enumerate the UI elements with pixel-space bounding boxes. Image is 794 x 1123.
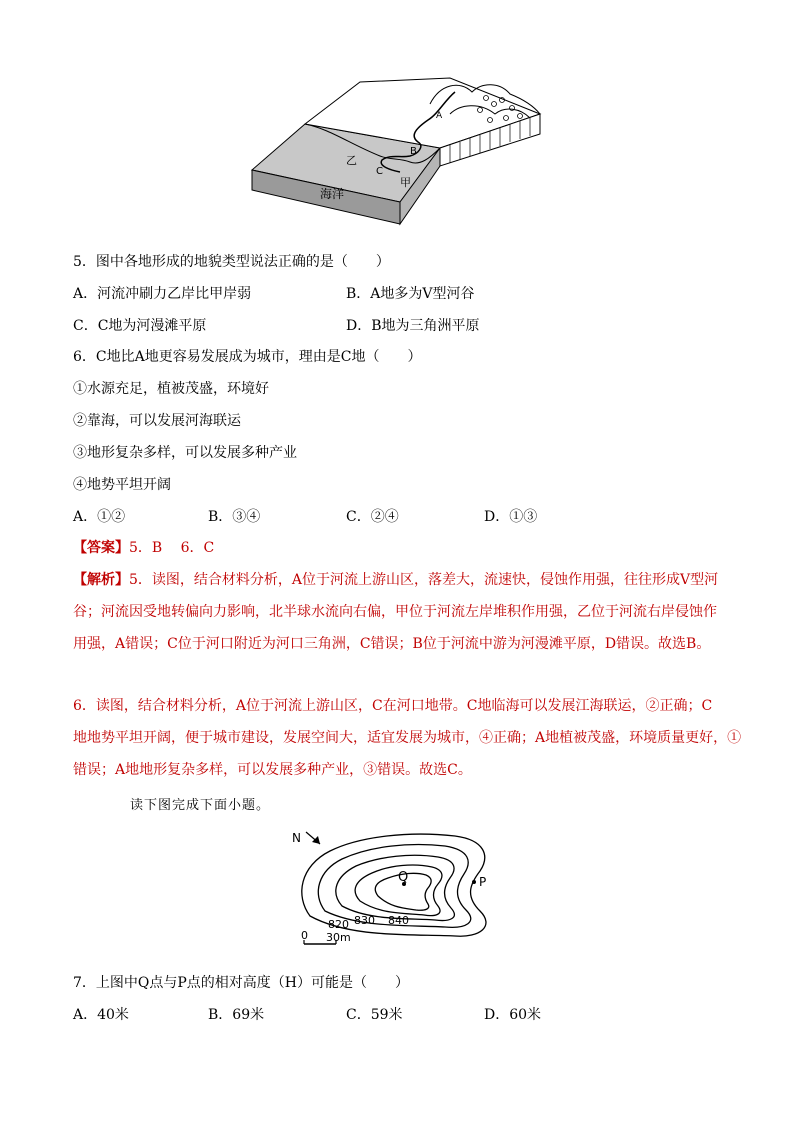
analysis-5-line-3: 用强，A错误；C位于河口附近为河口三角洲，C错误；B位于河流中游为河漫滩平原，D错误。故选B。: [73, 636, 711, 652]
analysis-6-line-2: 地地势平坦开阔，便于城市建设，发展空间大，适宜发展为城市，④正确；A地植被茂盛，环境质量更好，①: [73, 730, 742, 746]
label-a: A: [436, 111, 443, 121]
q5-option-c[interactable]: C．C地为河漫滩平原: [73, 318, 207, 334]
analysis-5-line-2: 谷；河流因受地转偏向力影响，北半球水流向右偏，甲位于河流左岸堆积作用强，乙位于河流右岸侵蚀作: [73, 604, 717, 620]
q5-option-d[interactable]: D．B地为三角洲平原: [346, 318, 480, 334]
q6-option-d[interactable]: D．①③: [484, 509, 538, 525]
point-p-marker: [472, 880, 476, 884]
q7-option-b[interactable]: B．69米: [208, 1007, 265, 1023]
contour-map: [290, 826, 500, 950]
analysis-5: [73, 564, 723, 660]
analysis-5-line-1: 5．读图，结合材料分析，A位于河流上游山区，落差大，流速快，侵蚀作用强，往往形成V型河: [129, 572, 719, 588]
answer-line: [73, 538, 214, 558]
ocean-label: 海洋: [320, 187, 345, 201]
q6-item-2: ②靠海，可以发展河海联运: [73, 413, 241, 429]
scale-dist: 30m: [326, 931, 351, 944]
q6-option-b[interactable]: B．③④: [208, 509, 261, 525]
contour-label-820: 820: [328, 918, 349, 931]
q7-option-d[interactable]: D．60米: [484, 1007, 542, 1023]
answer-text: 5．B 6．C: [129, 540, 215, 556]
label-c: C: [376, 166, 383, 177]
analysis-6-line-1: 6．读图，结合材料分析，A位于河流上游山区，C在河口地带。C地临海可以发展江海联运，②正确；C: [73, 698, 713, 714]
scale-zero: 0: [301, 929, 308, 942]
analysis-6: [73, 690, 742, 786]
q6-item-3: ③地形复杂多样，可以发展多种产业: [73, 445, 297, 461]
label-b: B: [410, 146, 417, 157]
river-block-diagram: [250, 74, 550, 234]
intro-text: 读下图完成下面小题。: [130, 798, 271, 813]
north-label: N: [292, 831, 301, 845]
contour-label-840: 840: [388, 914, 409, 927]
q7-option-c[interactable]: C．59米: [346, 1007, 403, 1023]
q6-option-a[interactable]: A．①②: [73, 509, 126, 525]
q6-stem: 6．C地比A地更容易发展成为城市，理由是C地（ ）: [73, 349, 422, 365]
q6-option-c[interactable]: C．②④: [346, 509, 399, 525]
q6-item-1: ①水源充足，植被茂盛，环境好: [73, 381, 269, 397]
label-yi: 乙: [346, 154, 357, 167]
q5-stem: 5．图中各地形成的地貌类型说法正确的是（ ）: [73, 254, 390, 270]
q5-option-a[interactable]: A．河流冲刷力乙岸比甲岸弱: [73, 286, 252, 302]
q7-stem: 7．上图中Q点与P点的相对高度（H）可能是（ ）: [73, 975, 410, 991]
contour-label-830: 830: [354, 914, 375, 927]
label-jia: 甲: [400, 176, 411, 189]
analysis-6-line-3: 错误；A地地形复杂多样，可以发展多种产业，③错误。故选C。: [73, 762, 472, 778]
point-q-label: Q: [398, 870, 409, 885]
q6-item-4: ④地势平坦开阔: [73, 477, 171, 493]
q5-option-b[interactable]: B．A地多为V型河谷: [346, 286, 475, 302]
answer-tag: 【答案】: [73, 540, 129, 556]
q7-option-a[interactable]: A．40米: [73, 1007, 129, 1023]
point-p-label: P: [479, 875, 487, 889]
analysis-tag: 【解析】: [73, 572, 129, 588]
